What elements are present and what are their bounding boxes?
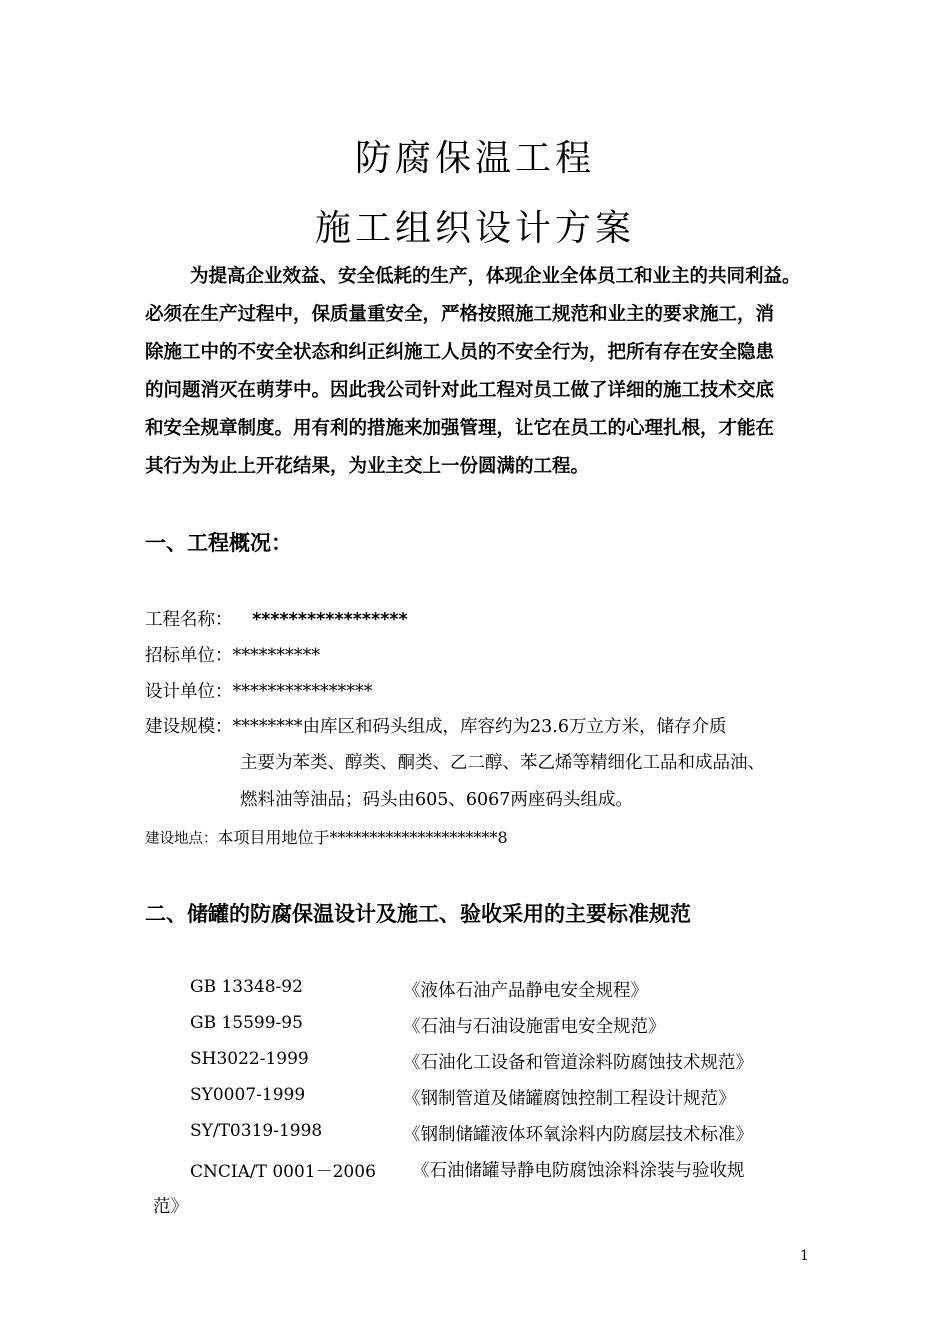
scale-line: 主要为苯类、醇类、酮类、乙二醇、苯乙烯等精细化工品和成品油、: [240, 753, 765, 773]
scale-label: 建设规模：: [145, 717, 233, 737]
document-title-line2: 施工组织设计方案: [314, 208, 635, 249]
designer-label: 设计单位：: [145, 682, 233, 702]
scale-line: ********由库区和码头组成，库容约为23.6万立方米，储存介质: [232, 717, 727, 737]
intro-paragraph: [145, 258, 845, 486]
standard-name: 《钢制管道及储罐腐蚀控制工程设计规范》: [403, 1089, 736, 1109]
bidder-label: 招标单位：: [145, 646, 233, 666]
standard-name-wrap: 范》: [153, 1197, 188, 1217]
document-title-line1: 防腐保温工程: [354, 138, 595, 179]
intro-line: 的问题消灭在萌芽中。因此我公司针对此工程对员工做了详细的施工技术交底: [145, 380, 775, 401]
page-number: 1: [800, 1248, 809, 1264]
designer-value: ****************: [232, 682, 373, 702]
standard-code: SY0007-1999: [190, 1085, 306, 1105]
standard-name: 《石油化工设备和管道涂料防腐蚀技术规范》: [403, 1053, 753, 1073]
bidder-row: [145, 642, 320, 667]
location-label: 建设地点：: [145, 831, 218, 847]
intro-line: 除施工中的不安全状态和纠正纠施工人员的不安全行为，把所有存在安全隐患: [145, 342, 775, 363]
section1-heading: 一、工程概况：: [145, 531, 292, 555]
standard-code: GB 13348-92: [190, 977, 303, 997]
location-row: [145, 825, 508, 848]
project-name-row: [145, 606, 408, 631]
intro-line: 为提高企业效益、安全低耗的生产，体现企业全体员工和业主的共同利益。: [190, 266, 801, 287]
standard-code: SY/T0319-1998: [190, 1121, 323, 1141]
scale-line: 燃料油等油品；码头由605、6067两座码头组成。: [240, 790, 633, 810]
section2-heading: 二、储罐的防腐保温设计及施工、验收采用的主要标准规范: [145, 902, 691, 926]
standard-code: SH3022-1999: [190, 1049, 309, 1069]
designer-row: [145, 678, 373, 703]
intro-line: 必须在生产过程中，保质量重安全，严格按照施工规范和业主的要求施工，消: [145, 304, 775, 325]
standard-name: 《石油与石油设施雷电安全规范》: [403, 1017, 666, 1037]
standard-name: 《钢制储罐液体环氧涂料内防腐层技术标准》: [403, 1125, 753, 1145]
project-name-label: 工程名称：: [145, 610, 233, 630]
standard-code: GB 15599-95: [190, 1013, 303, 1033]
standard-code: CNCIA/T 0001－2006: [190, 1162, 376, 1182]
intro-line: 其行为为止上开花结果，为业主交上一份圆满的工程。: [145, 456, 590, 477]
project-name-value: *****************: [252, 610, 408, 630]
bidder-value: **********: [232, 646, 320, 666]
scale-row: [145, 713, 726, 738]
standard-name: 《石油储罐导静电防腐蚀涂料涂装与验收规: [412, 1161, 745, 1181]
intro-line: 和安全规章制度。用有利的措施来加强管理，让它在员工的心理扎根，才能在: [145, 418, 775, 439]
location-value: 本项目用地位于*********************8: [217, 828, 508, 847]
standard-name: 《液体石油产品静电安全规程》: [403, 981, 648, 1001]
